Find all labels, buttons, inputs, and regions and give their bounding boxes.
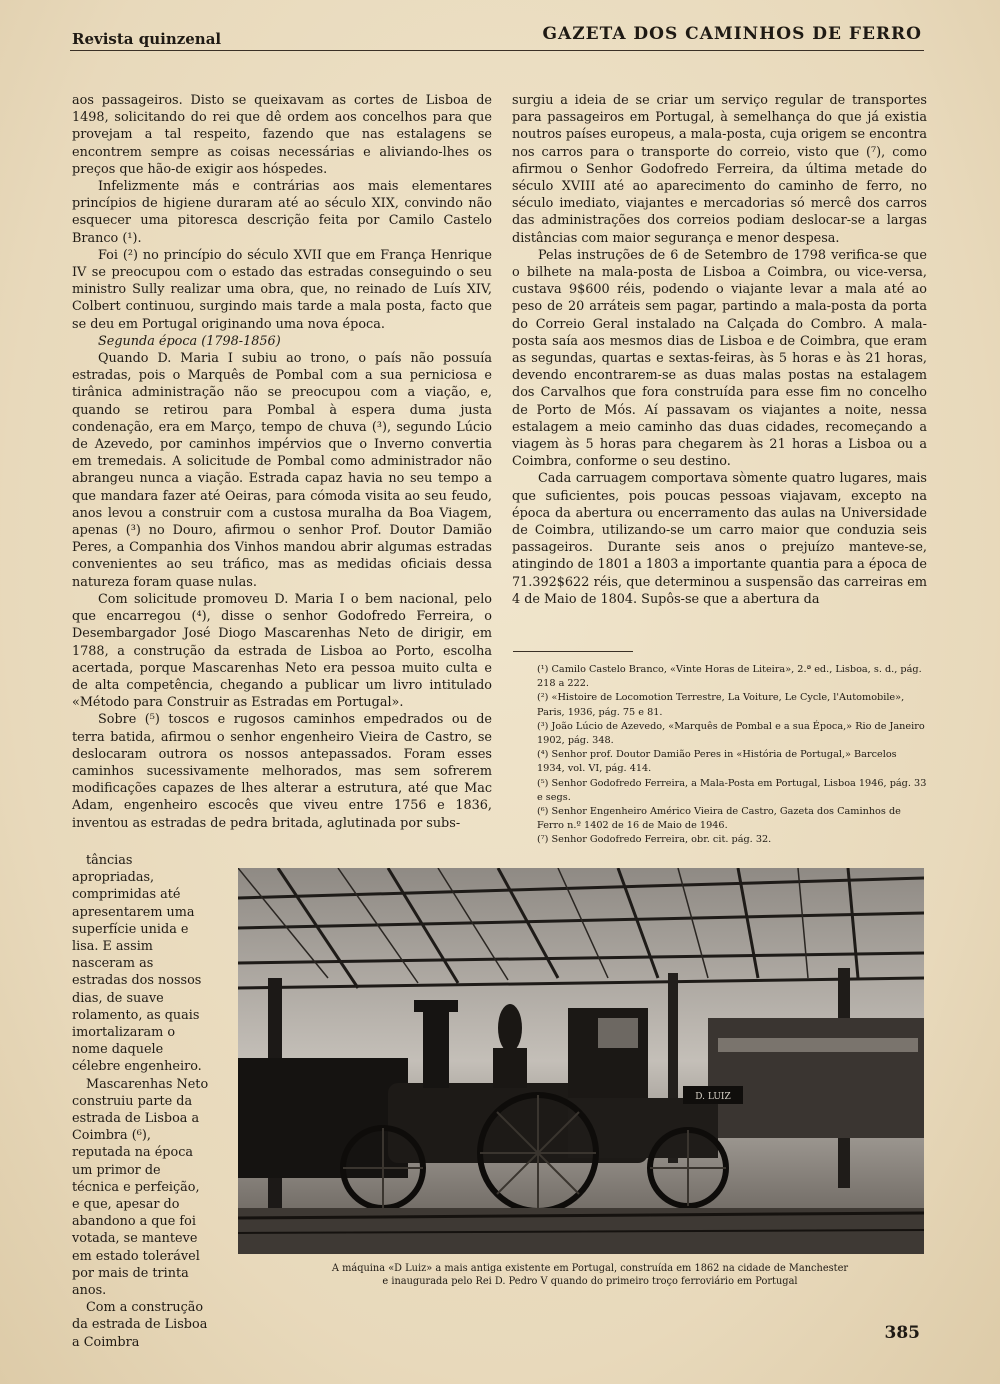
paragraph: Cada carruagem comportava sòmente quatro lugares, mais que suficientes, pois poucas pessoas viajavam, excepto na época da abertura ou encerramento das aulas na Universidade de Coimbra, utilizando-se um carro maior que conduzia seis passageiros. Durante seis anos o prejuízo manteve-se, atingindo de 1801 a 1803 a importante quantia para a época de 71.392$622 réis, que determinou a suspensão das carreiras em 4 de Maio de 1804. Supôs-se que a abertura da xyxy=(512,471,927,607)
running-head-left: Revista quinzenal xyxy=(72,30,222,48)
footnote: (³) João Lúcio de Azevedo, «Marquês de Pombal e a sua Época,» Rio de Janeiro 1902, pág. 348. xyxy=(537,720,925,747)
paragraph: Com a construção da estrada de Lisboa a Coimbra xyxy=(72,1300,208,1350)
right-column xyxy=(512,92,927,608)
footnote: (¹) Camilo Castelo Branco, «Vinte Horas de Liteira», 2.ª ed., Lisboa, s. d., pág. 218 a 222. xyxy=(537,664,922,690)
paragraph: Sobre (⁵) toscos e rugosos caminhos empedrados ou de terra batida, afirmou o senhor engenheiro Vieira de Castro, se deslocaram outrora os nossos antepassados. Foram esses caminhos sucessivamente melhorados, mas sem sofrerem modificações capazes de lhes alterar a estrutura, até que Mac Adam, engenheiro escocês que viveu entre 1756 e 1836, inventou as estradas de pedra britada, aglutinada por subs- xyxy=(72,712,492,831)
left-column xyxy=(72,92,492,832)
narrow-column xyxy=(72,852,210,1351)
footnote: (⁴) Senhor prof. Doutor Damião Peres in «História de Portugal,» Barcelos 1934, vol. VI, pág. 414. xyxy=(537,749,897,775)
section-heading: Segunda época (1798-1856) xyxy=(98,333,281,349)
locomotive-photo xyxy=(238,868,924,1254)
caption-line: A máquina «D Luiz» a mais antiga existente em Portugal, construída em 1862 na cidade de Manchester xyxy=(331,1263,849,1274)
nameplate-text: D. LUIZ xyxy=(695,1092,731,1102)
header-rule xyxy=(70,50,924,51)
locomotive-illustration xyxy=(238,868,924,1254)
footnotes xyxy=(513,663,927,848)
paragraph: Mascarenhas Neto construiu parte da estrada de Lisboa a Coimbra (⁶), reputada na época um primor de técnica e perfeição, e que, apesar do abandono a que foi votada, se manteve em estado tolerável por mais de trinta anos. xyxy=(72,1076,209,1299)
running-head-right: GAZETA DOS CAMINHOS DE FERRO xyxy=(542,24,922,44)
paragraph: aos passageiros. Disto se queixavam as cortes de Lisboa de 1498, solicitando do rei que dê ordem aos concelhos para que provejam a tal respeito, fazendo que nas estalagens se encontrem sempre as coisas necessárias e aliviando-lhes os preços que hão-de exigir aos hóspedes. xyxy=(72,93,492,177)
paragraph: Foi (²) no princípio do século XVII que em França Henrique IV se preocupou com o estado das estradas conseguindo o seu ministro Sully realizar uma obra, que, no reinado de Luís XIV, Colbert continuou, surgindo mais tarde a mala posta, facto que se deu em Portugal originando uma nova época. xyxy=(72,247,492,332)
page-number: 385 xyxy=(884,1323,920,1343)
footnote: (⁶) Senhor Engenheiro Américo Vieira de Castro, Gazeta dos Caminhos de Ferro n.º 1402 de 16 de Maio de 1946. xyxy=(537,806,901,832)
footnote: (⁷) Senhor Godofredo Ferreira, obr. cit. pág. 32. xyxy=(537,834,772,846)
paragraph: Infelizmente más e contrárias aos mais elementares princípios de higiene duraram até ao século XIX, convindo não esquecer uma pitoresca descrição feita por Camilo Castelo Branco (¹). xyxy=(72,179,492,246)
paragraph: tâncias apropriadas, comprimidas até apresentarem uma superfície unida e lisa. E assim nasceram as estradas dos nossos dias, de suave rolamento, as quais imortalizaram o nome daquele célebre engenheiro. xyxy=(72,853,202,1075)
footnote: (⁵) Senhor Godofredo Ferreira, a Mala-Posta em Portugal, Lisboa 1946, pág. 33 e segs. xyxy=(537,777,927,803)
photo-caption xyxy=(290,1262,890,1288)
footnote: (²) «Histoire de Locomotion Terrestre, La Voiture, Le Cycle, l'Automobile», Paris, 1936, pág. 75 e 81. xyxy=(537,692,905,718)
paragraph: Pelas instruções de 6 de Setembro de 1798 verifica-se que o bilhete na mala-posta de Lisboa a Coimbra, ou vice-versa, custava 9$600 réis, podendo o viajante levar a mala até ao peso de 20 arráteis sem pagar, partindo a mala-posta da porta do Correio Geral instalado na Calçada do Combro. A mala-posta saía aos mesmos dias de Lisboa e de Coimbra, que eram as segundas, quartas e sextas-feiras, às 5 horas e às 21 horas, devendo encontrarem-se as duas malas postas na estalagem dos Carvalhos que fora construída para esse fim no concelho de Porto de Mós. Aí passavam os viajantes a noite, nessa estalagem a meio caminho das duas cidades, recomeçando a viagem às 5 horas para chegarem às 21 horas a Lisboa ou a Coimbra, conforme o seu destino. xyxy=(512,247,927,470)
paragraph: Quando D. Maria I subiu ao trono, o país não possuía estradas, pois o Marquês de Pombal com a sua perniciosa e tirânica administração não se preocupou com a viação, e, quando se retirou para Pombal à espera duma justa condenação, era em Março, tempo de chuva (³), segundo Lúcio de Azevedo, por caminhos impérvios que o Inverno convertia em tremedais. A solicitude de Pombal como administrador não abrangeu nunca a viação. Estrada capaz havia no seu tempo a que mandara fazer até Oeiras, para cómoda visita ao seu feudo, anos levou a construir com a custosa muralha da Boa Viagem, apenas (³) no Douro, afirmou o senhor Prof. Doutor Damião Peres, a Companhia dos Vinhos mandou abrir algumas estradas convenientes ao seu tráfico, mas as medidas oficiais dessa natureza foram quase nulas. xyxy=(72,351,492,590)
caption-line: e inaugurada pelo Rei D. Pedro V quando do primeiro troço ferroviário em Portugal xyxy=(382,1276,798,1287)
paragraph: surgiu a ideia de se criar um serviço regular de transportes para passageiros em Portugal, à semelhança do que já existia noutros países europeus, a mala-posta, cuja origem se encontra nos carros para o transporte do correio, visto que (⁷), como afirmou o Senhor Godofredo Ferreira, da última metade do século XVIII até ao aparecimento do caminho de ferro, no século imediato, viajantes e mercadorias só mercê dos carros das administrações dos correios podiam deslocar-se a largas distâncias com maior segurança e menor despesa. xyxy=(512,93,927,246)
footnote-rule xyxy=(513,651,633,652)
paragraph: Com solicitude promoveu D. Maria I o bem nacional, pelo que encarregou (⁴), disse o senhor Godofredo Ferreira, o Desembargador José Diogo Mascarenhas Neto de dirigir, em 1788, a construção da estrada de Lisboa ao Porto, escolha acertada, porque Mascarenhas Neto era pessoa muito culta e de alta competência, chegando a publicar um livro intitulado «Método para Construir as Estradas em Portugal». xyxy=(72,591,492,711)
